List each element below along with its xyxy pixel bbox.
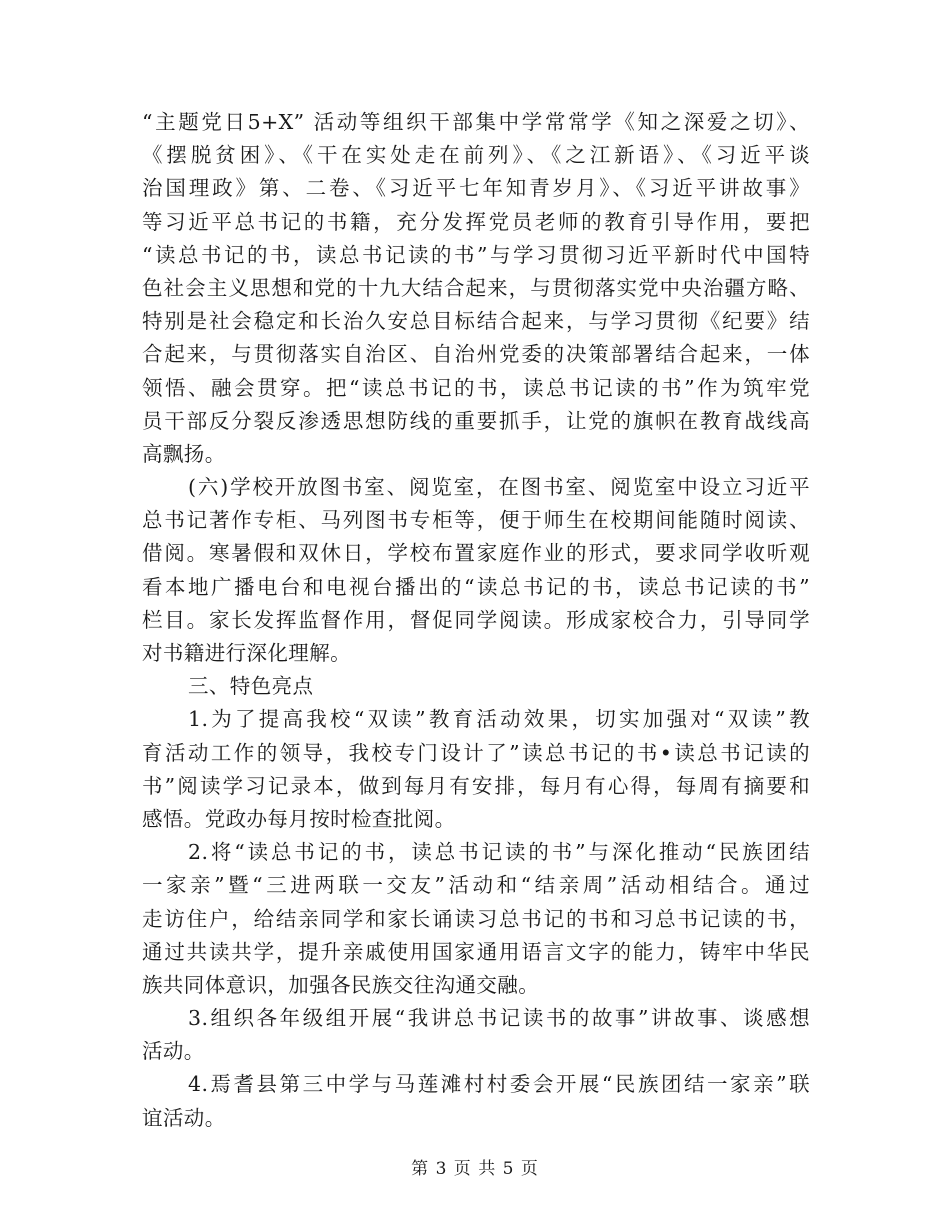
text-line: 总书记著作专柜、马列图书专柜等，便于师生在校期间能随时阅读、	[142, 508, 810, 533]
text-line: 领悟、融会贯穿。把“读总书记的书，读总书记读的书”作为筑牢党	[142, 375, 810, 400]
text-line: 看本地广播电台和电视台播出的“读总书记的书，读总书记读的书”	[142, 574, 810, 599]
text-line: 谊活动。	[142, 1105, 226, 1130]
text-line: 合起来，与贯彻落实自治区、自治州党委的决策部署结合起来，一体	[142, 342, 810, 367]
text-line: 《摆脱贫困》、《干在实处走在前列》、《之江新语》、《习近平谈	[142, 143, 810, 168]
text-line: 走访住户，给结亲同学和家长诵读习总书记的书和习总书记读的书，	[142, 906, 810, 931]
document-body	[142, 106, 810, 1135]
section-heading: 三、特色亮点	[188, 674, 314, 699]
text-line: 等习近平总书记的书籍，充分发挥党员老师的教育引导作用，要把	[142, 209, 810, 234]
paragraph-start-line: 1.为了提高我校“双读”教育活动效果，切实加强对“双读”教	[188, 707, 810, 732]
text-line: 族共同体意识，加强各民族交往沟通交融。	[142, 972, 540, 997]
text-line: 高飘扬。	[142, 441, 226, 466]
text-line: “主题党日5+X” 活动等组织干部集中学常常学《知之深爱之切》、	[142, 110, 810, 134]
paragraph-start-line: 2.将“读总书记的书，读总书记读的书”与深化推动“民族团结	[188, 840, 810, 865]
text-line: 活动。	[142, 1039, 205, 1064]
text-line: 书”阅读学习记录本，做到每月有安排，每月有心得，每周有摘要和	[142, 773, 810, 798]
text-line: 借阅。寒暑假和双休日，学校布置家庭作业的形式，要求同学收听观	[142, 541, 810, 566]
text-line: 栏目。家长发挥监督作用，督促同学阅读。形成家校合力，引导同学	[142, 607, 810, 632]
text-line: 一家亲”暨“三进两联一交友”活动和“结亲周”活动相结合。通过	[142, 873, 810, 898]
text-line: 色社会主义思想和党的十九大结合起来，与贯彻落实党中央治疆方略、	[142, 275, 810, 300]
text-line: 通过共读共学，提升亲戚使用国家通用语言文字的能力，铸牢中华民	[142, 939, 810, 964]
page-footer: 第 3 页 共 5 页	[411, 1159, 539, 1179]
paragraph-start-line: 4.焉耆县第三中学与马莲滩村村委会开展“民族团结一家亲”联	[188, 1072, 810, 1097]
text-line: 特别是社会稳定和长治久安总目标结合起来，与学习贯彻《纪要》结	[142, 309, 810, 334]
paragraph-start-line: (六)学校开放图书室、阅览室，在图书室、阅览室中设立习近平	[188, 475, 810, 500]
text-line: 育活动工作的领导，我校专门设计了”读总书记的书•读总书记读的	[142, 740, 810, 765]
text-line: 治国理政》第、二卷、《习近平七年知青岁月》、《习近平讲故事》	[142, 176, 810, 201]
text-line: 对书籍进行深化理解。	[142, 641, 351, 665]
text-line: 感悟。党政办每月按时检查批阅。	[142, 806, 456, 831]
text-line: “读总书记的书，读总书记读的书”与学习贯彻习近平新时代中国特	[142, 242, 810, 267]
paragraph-start-line: 3.组织各年级组开展“我讲总书记读书的故事”讲故事、谈感想	[188, 1006, 810, 1031]
text-line: 员干部反分裂反渗透思想防线的重要抓手，让党的旗帜在教育战线高	[142, 408, 810, 433]
